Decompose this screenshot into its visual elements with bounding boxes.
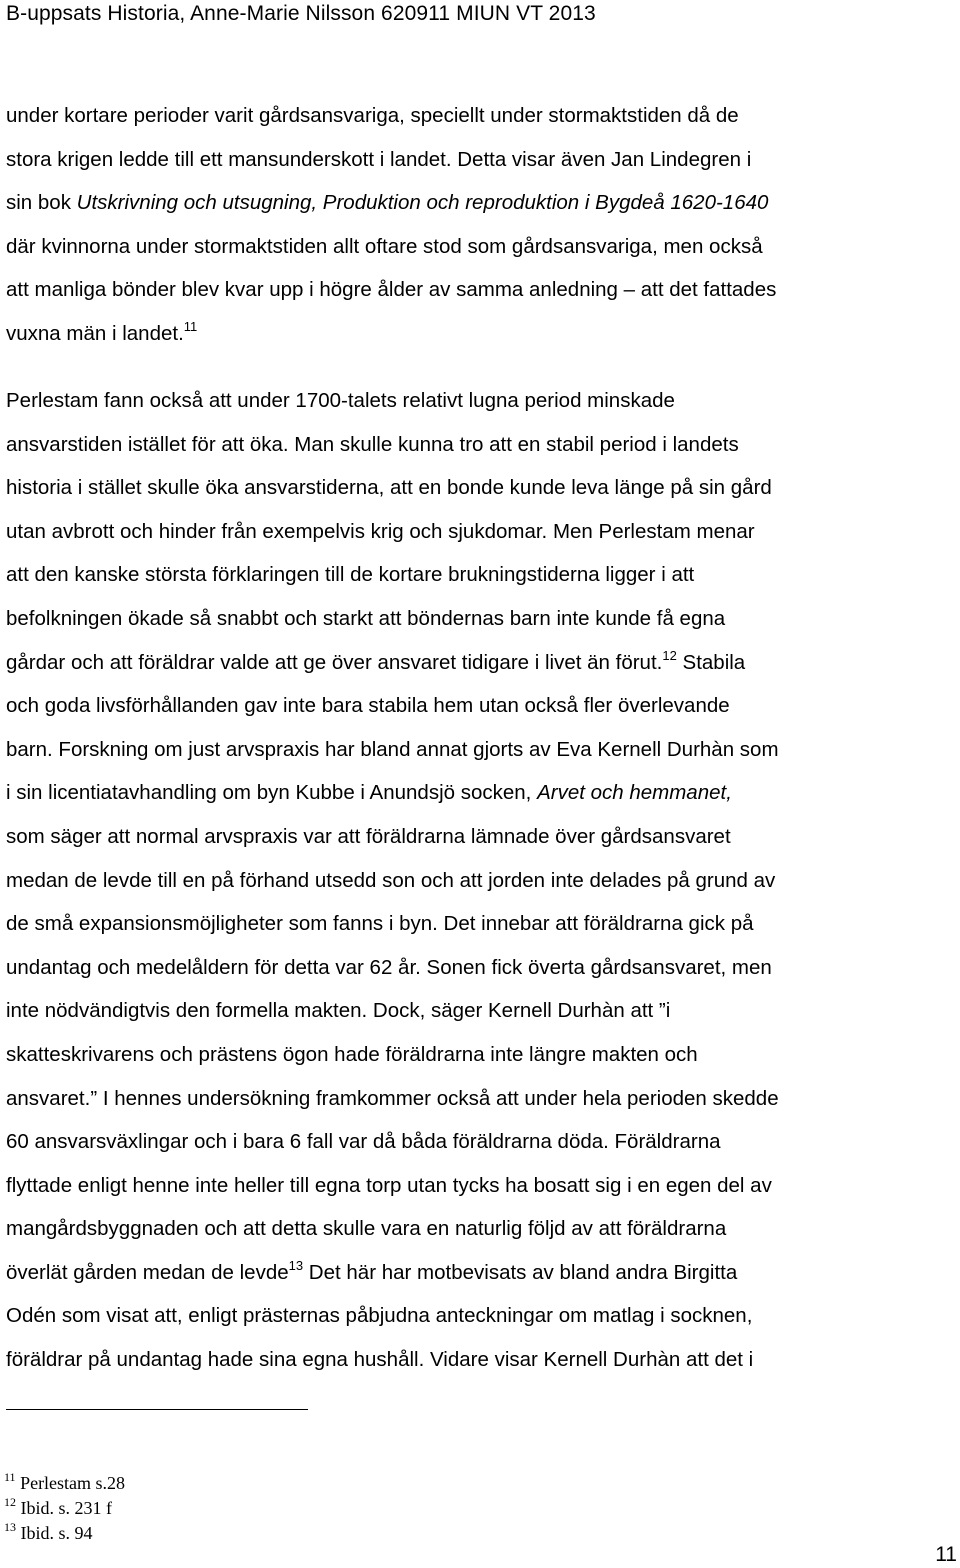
text-line: mangårdsbyggnaden och att detta skulle vara en naturlig följd av att föräldrarna bbox=[6, 1217, 727, 1241]
footnote-number: 13 bbox=[4, 1520, 16, 1534]
text-run: sin bok bbox=[6, 191, 77, 215]
text-line: skatteskrivarens och prästens ögon hade föräldrarna inte längre makten och bbox=[6, 1042, 698, 1066]
text-line: historia i stället skulle öka ansvarstiderna, att en bonde kunde leva länge på sin gård bbox=[6, 476, 772, 500]
footnote-item bbox=[4, 1496, 125, 1521]
footnote-ref[interactable]: 12 bbox=[662, 647, 677, 663]
page-header: B-uppsats Historia, Anne-Marie Nilsson 620911 MIUN VT 2013 bbox=[6, 2, 596, 25]
text-line: Odén som visat att, enligt prästernas påbjudna anteckningar om matlag i socknen, bbox=[6, 1304, 753, 1328]
text-line: befolkningen ökade så snabbt och starkt att böndernas barn inte kunde få egna bbox=[6, 606, 726, 630]
text-line: medan de levde till en på förhand utsedd son och att jorden inte delades på grund av bbox=[6, 868, 776, 892]
text-line bbox=[6, 312, 958, 356]
text-line: barn. Forskning om just arvspraxis har bland annat gjorts av Eva Kernell Durhàn som bbox=[6, 737, 779, 761]
text-line: som säger att normal arvspraxis var att föräldrarna lämnade över gårdsansvaret bbox=[6, 824, 731, 848]
text-line: föräldrar på undantag hade sina egna hushåll. Vidare visar Kernell Durhàn att det i bbox=[6, 1348, 754, 1372]
text-run: överlät gården medan de levde bbox=[6, 1260, 289, 1284]
text-line: och goda livsförhållanden gav inte bara stabila hem utan också fler överlevande bbox=[6, 694, 730, 718]
text-line: de små expansionsmöjligheter som fanns i byn. Det innebar att föräldrarna gick på bbox=[6, 912, 754, 936]
text-line: 60 ansvarsväxlingar och i bara 6 fall var då båda föräldrarna döda. Föräldrarna bbox=[6, 1130, 721, 1154]
text-line: inte nödvändigtvis den formella makten. Dock, säger Kernell Durhàn att ”i bbox=[6, 999, 671, 1023]
book-title: Utskrivning och utsugning, Produktion och reproduktion i Bygdeå 1620-1640 bbox=[76, 191, 769, 215]
text-line: under kortare perioder varit gårdsansvariga, speciellt under stormaktstiden då de bbox=[6, 104, 739, 127]
text-line: undantag och medelåldern för detta var 62 år. Sonen fick överta gårdsansvaret, men bbox=[6, 955, 772, 979]
text-line: flyttade enligt henne inte heller till egna torp utan tycks ha bosatt sig i en egen del av bbox=[6, 1173, 772, 1197]
text-line bbox=[6, 181, 958, 225]
footnote-text: Ibid. s. 231 f bbox=[20, 1498, 112, 1518]
paragraph-2 bbox=[6, 379, 958, 1382]
footnotes bbox=[4, 1471, 125, 1546]
footnote-text: Perlestam s.28 bbox=[20, 1473, 126, 1493]
footnote-ref[interactable]: 13 bbox=[288, 1257, 304, 1273]
footnote-separator bbox=[6, 1409, 308, 1410]
footnote-item bbox=[4, 1521, 125, 1546]
page-number: 11 bbox=[935, 1543, 957, 1566]
text-line: stora krigen ledde till ett mansunderskott i landet. Detta visar även Jan Lindegren i bbox=[6, 147, 752, 171]
text-line: Perlestam fann också att under 1700-talets relativt lugna period minskade bbox=[6, 389, 675, 412]
paragraph-1 bbox=[6, 94, 958, 356]
footnote-ref[interactable]: 11 bbox=[183, 318, 198, 334]
text-line bbox=[6, 771, 958, 815]
text-line: utan avbrott och hinder från exempelvis krig och sjukdomar. Men Perlestam menar bbox=[6, 519, 755, 543]
text-run: gårdar och att föräldrar valde att ge över ansvaret tidigare i livet än förut. bbox=[6, 650, 663, 674]
footnote-number: 12 bbox=[4, 1495, 16, 1509]
text-line: där kvinnorna under stormaktstiden allt oftare stod som gårdsansvariga, men också bbox=[6, 234, 763, 258]
footnote-item bbox=[4, 1471, 125, 1496]
text-line: att den kanske största förklaringen till de kortare brukningstiderna ligger i att bbox=[6, 563, 695, 587]
text-run: Det här har motbevisats av bland andra Birgitta bbox=[303, 1260, 738, 1284]
footnote-number: 11 bbox=[4, 1470, 16, 1484]
text-run: Stabila bbox=[676, 650, 746, 674]
text-line: ansvaret.” I hennes undersökning framkommer också att under hela perioden skedde bbox=[6, 1086, 779, 1110]
text-line bbox=[6, 641, 958, 685]
book-title: Arvet och hemmanet, bbox=[537, 781, 732, 805]
text-run: vuxna män i landet. bbox=[6, 321, 184, 345]
text-line: att manliga bönder blev kvar upp i högre ålder av samma anledning – att det fattades bbox=[6, 278, 777, 302]
text-line: ansvarstiden istället för att öka. Man skulle kunna tro att en stabil period i landets bbox=[6, 432, 739, 456]
text-run: i sin licentiatavhandling om byn Kubbe i Anundsjö socken, bbox=[6, 781, 538, 805]
footnote-text: Ibid. s. 94 bbox=[20, 1523, 93, 1543]
text-line bbox=[6, 1251, 958, 1295]
